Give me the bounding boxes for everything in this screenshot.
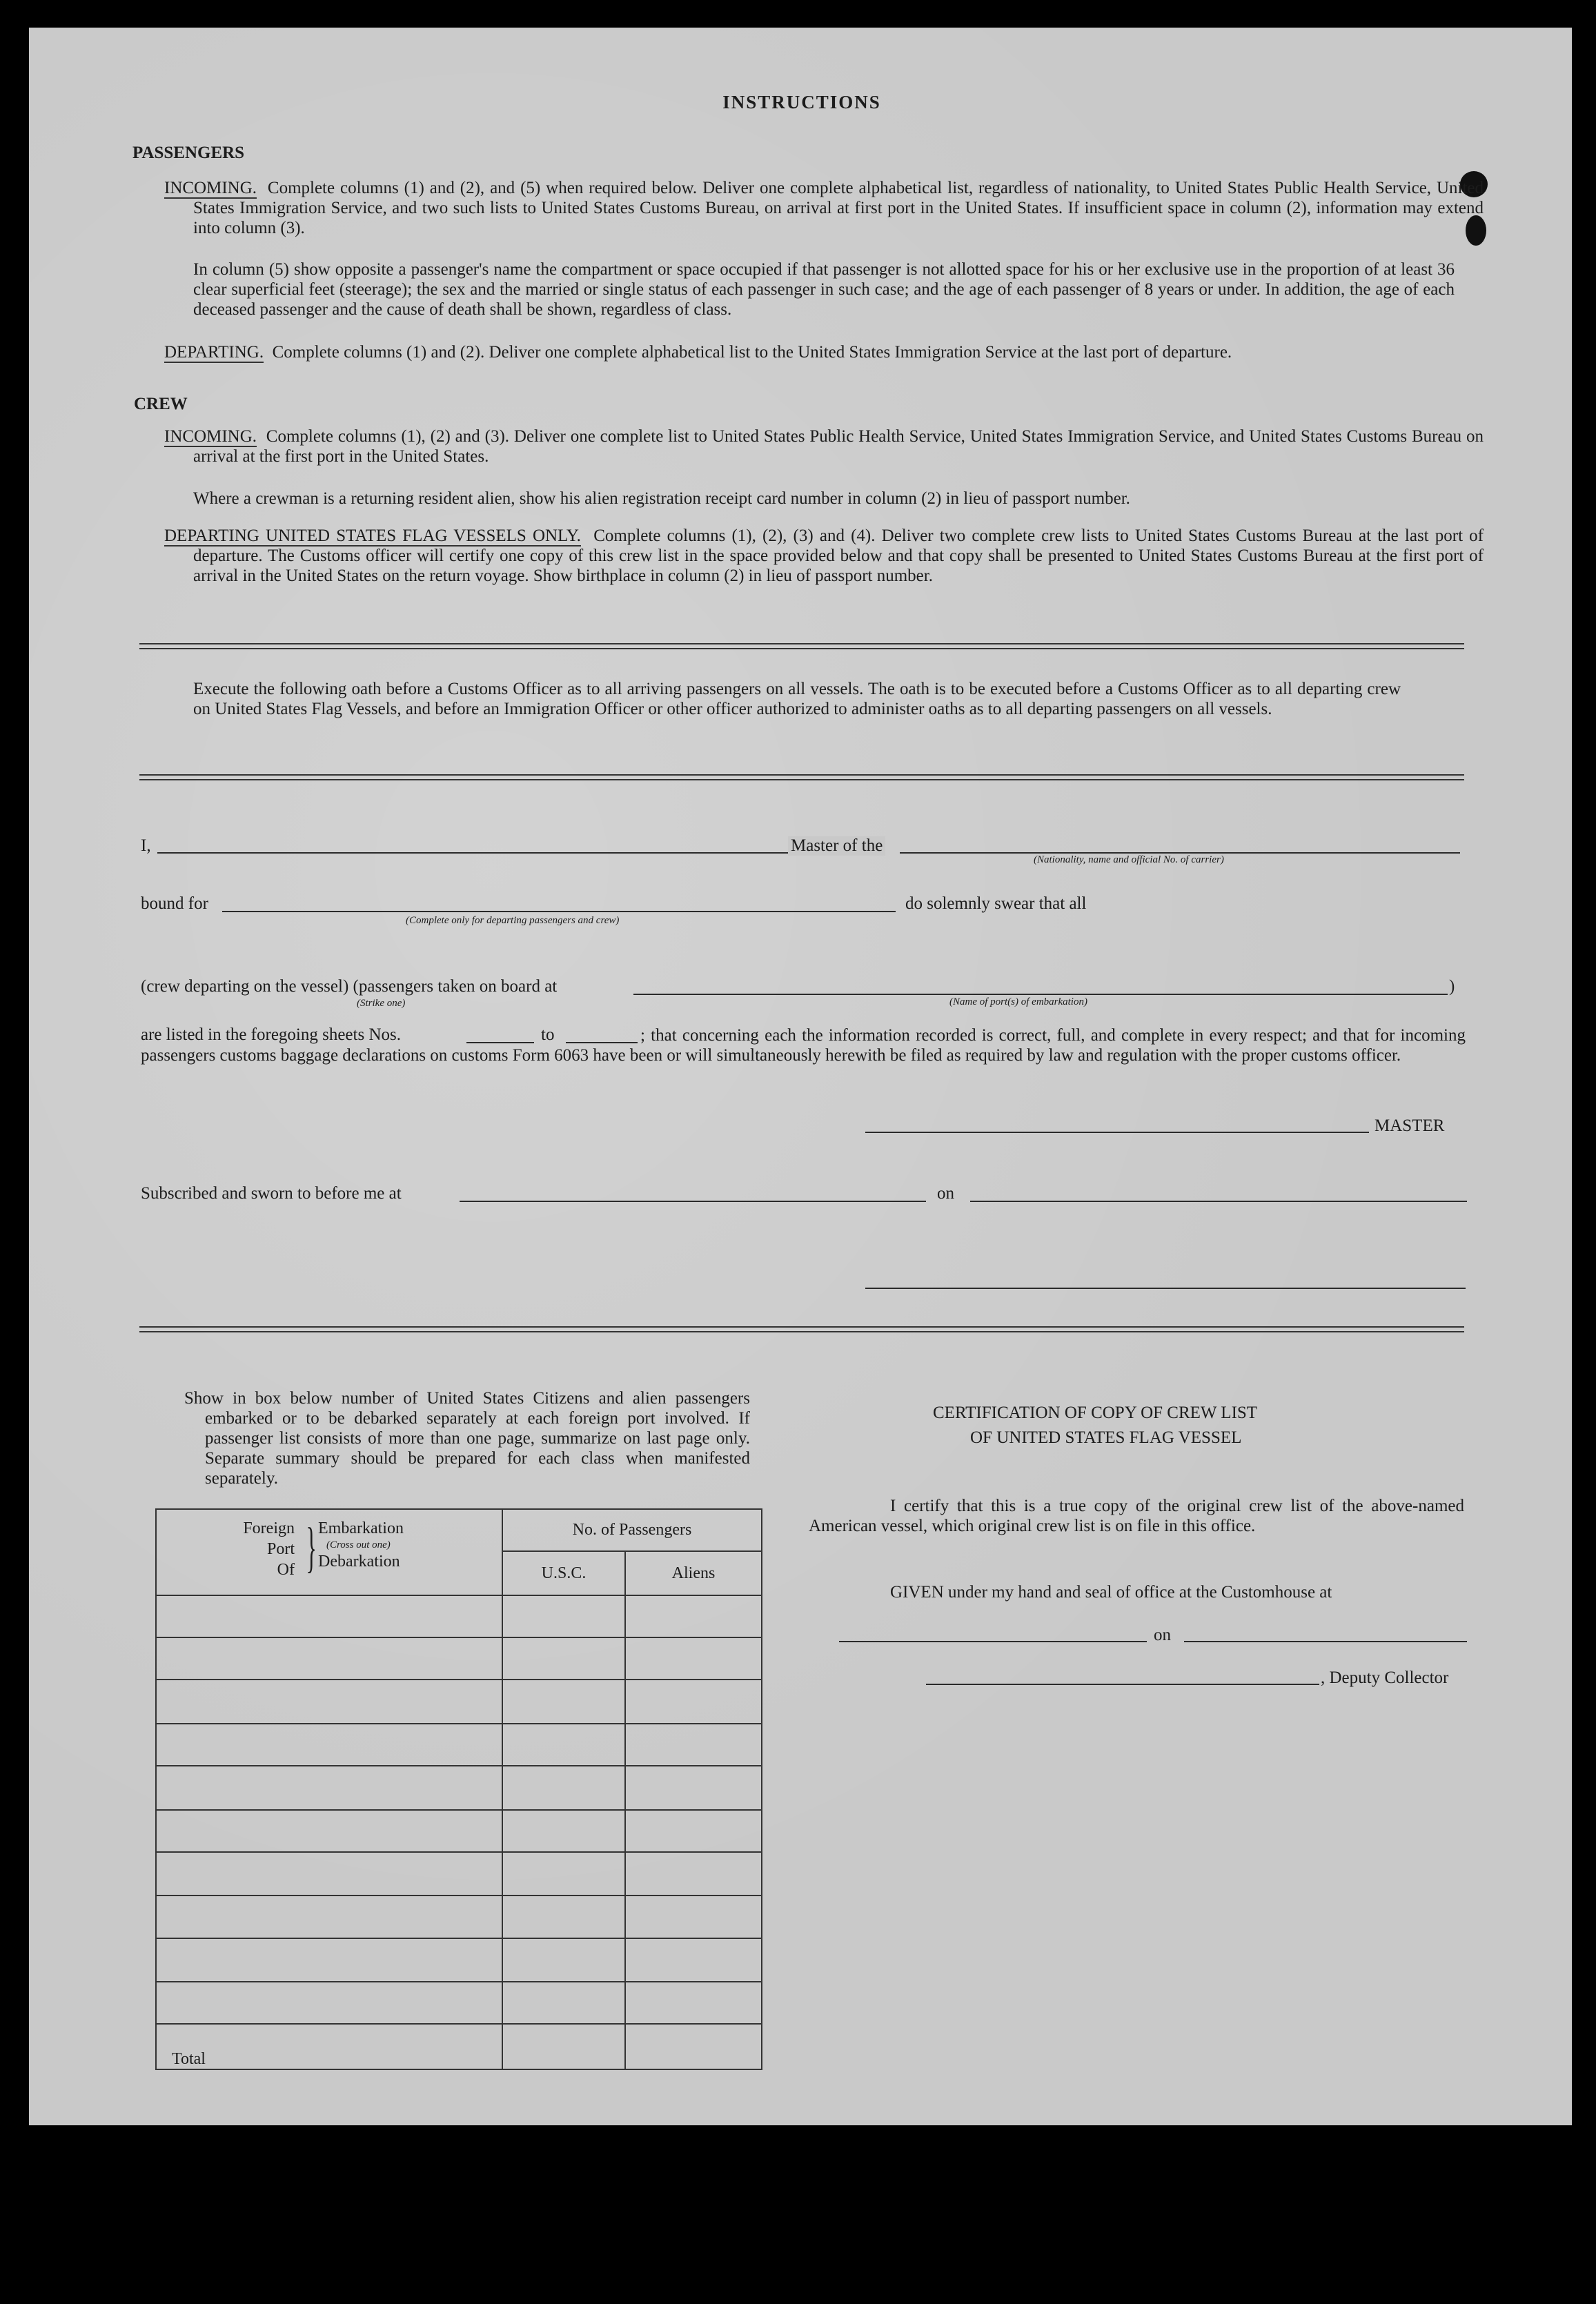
total-text: Total (172, 2050, 206, 2068)
crew-departing-label: (crew departing on the vessel) (passengers taken on board at (141, 977, 558, 996)
passengers-column5-paragraph: In column (5) show opposite a passenger's name the compartment or space occupied if that passenger is not allotted space for his or her exclusive use in the proportion of at least 36 clear superficial feet (steerage); the sex and the married or single status of each passenger in such case; and the age of each passenger of 8 years or under. In addition, the age of each deceased passenger and the cause of death shall be shown, regardless of class. (193, 260, 1455, 319)
crew-alien-paragraph: Where a crewman is a returning resident alien, show his alien registration receipt card number in column (2) in lieu of passport number. (193, 489, 1130, 508)
master-label: MASTER (1375, 1116, 1445, 1135)
bound-for-label: bound for (141, 894, 208, 913)
col-aliens: Aliens (625, 1551, 762, 1595)
table-cell[interactable] (502, 1810, 625, 1852)
crew-incoming-paragraph (164, 426, 1484, 466)
section-divider (139, 643, 1464, 649)
brace: } (306, 1517, 317, 1578)
table-cell[interactable] (625, 1637, 762, 1680)
given-label: GIVEN under my hand and seal of office at the Customhouse at (890, 1583, 1332, 1602)
crew-departing-label: DEPARTING UNITED STATES FLAG VESSELS ONLY. (164, 526, 581, 545)
col-debarkation: Debarkation (318, 1553, 400, 1571)
total-usc-cell[interactable] (502, 2024, 625, 2069)
passenger-summary-table (155, 1508, 762, 2070)
table-cell[interactable] (625, 1852, 762, 1896)
table-cell[interactable] (625, 1982, 762, 2024)
concerning-text: ; that concerning each the information recorded is correct, full, and complete in every respect; and that for incoming passengers customs baggage declarations on customs Form 6063 have been or will simultaneously herewith be filed as required by law and regulation with the proper customs officer. (141, 1026, 1466, 1065)
close-paren: ) (1449, 977, 1455, 996)
to-label: to (541, 1025, 555, 1044)
table-cell[interactable] (625, 1595, 762, 1637)
sworn-at-field[interactable] (460, 1201, 926, 1202)
port-caption: (Name of port(s) of embarkation) (949, 996, 1087, 1007)
passengers-departing-label: DEPARTING. (164, 343, 264, 362)
certification-on-label: on (1154, 1626, 1171, 1644)
crew-departing-paragraph (164, 526, 1484, 586)
oath-i-label: I, (141, 836, 151, 855)
col-cross-out: (Cross out one) (326, 1539, 391, 1550)
passengers-incoming-label: INCOMING. (164, 179, 257, 197)
carrier-field[interactable] (900, 852, 1460, 854)
col-port: Port (266, 1540, 295, 1558)
table-cell[interactable] (156, 1896, 502, 1938)
table-cell[interactable] (156, 1982, 502, 2024)
table-cell[interactable] (625, 1680, 762, 1723)
sworn-on-field[interactable] (970, 1201, 1467, 1202)
strike-one-caption: (Strike one) (357, 998, 406, 1009)
certification-on-field[interactable] (1184, 1641, 1467, 1642)
crew-incoming-text: Complete columns (1), (2) and (3). Deliver one complete list to United States Public Health Service, United States Immigration Service, and United States Customs Bureau on arrival at the first port in the United States. (193, 427, 1484, 466)
table-cell[interactable] (156, 1724, 502, 1766)
certify-paragraph: I certify that this is a true copy of the original crew list of the above-named American vessel, which original crew list is on file in this office. (809, 1497, 1464, 1535)
oath-intro-paragraph: Execute the following oath before a Customs Officer as to all arriving passengers on all vessels. The oath is to be executed before a Customs Officer as to all departing crew on United States Flag Vessels, and before an Immigration Officer or other officer authorized to administer oaths as to all departing passengers on all vessels. (193, 680, 1401, 718)
section-divider (139, 774, 1464, 780)
crew-heading: CREW (134, 395, 188, 413)
table-cell[interactable] (625, 1896, 762, 1938)
master-of-label: Master of the (788, 836, 885, 856)
carrier-caption: (Nationality, name and official No. of carrier) (1034, 854, 1224, 865)
table-cell[interactable] (625, 1938, 762, 1982)
summary-paragraph: Show in box below number of United States Citizens and alien passengers embarked or to be debarked separately at each foreign port involved. If passenger list consists of more than one page, summarize on last page only. Separate summary should be prepared for each class when manifested separately. (184, 1389, 750, 1488)
master-name-field[interactable] (157, 852, 811, 854)
table-cell[interactable] (156, 1595, 502, 1637)
total-aliens-cell[interactable] (625, 2024, 762, 2069)
table-cell[interactable] (625, 1766, 762, 1809)
table-cell[interactable] (502, 1680, 625, 1723)
certification-title-2: OF UNITED STATES FLAG VESSEL (970, 1428, 1242, 1447)
table-cell[interactable] (156, 1852, 502, 1896)
passengers-departing-paragraph (164, 342, 1455, 362)
table-cell[interactable] (502, 1595, 625, 1637)
sworn-on-label: on (937, 1184, 954, 1203)
table-cell[interactable] (156, 1680, 502, 1723)
deputy-signature-field[interactable] (926, 1684, 1319, 1685)
table-cell[interactable] (502, 1766, 625, 1809)
table-cell[interactable] (502, 1896, 625, 1938)
document-page (29, 28, 1572, 2125)
bound-for-field[interactable] (222, 911, 896, 912)
table-cell[interactable] (502, 1637, 625, 1680)
col-of: Of (277, 1561, 295, 1579)
table-cell[interactable] (156, 1938, 502, 1982)
bound-for-caption: (Complete only for departing passengers and crew) (406, 915, 620, 926)
table-cell[interactable] (156, 1637, 502, 1680)
section-divider (139, 1326, 1464, 1332)
listed-label: are listed in the foregoing sheets Nos. (141, 1025, 401, 1044)
table-cell[interactable] (156, 1766, 502, 1809)
table-cell[interactable] (156, 1810, 502, 1852)
table-cell[interactable] (502, 1982, 625, 2024)
total-label (156, 2024, 502, 2069)
col-foreign: Foreign (243, 1519, 295, 1537)
subscribed-label: Subscribed and sworn to before me at (141, 1184, 402, 1203)
certification-title-1: CERTIFICATION OF COPY OF CREW LIST (933, 1404, 1258, 1422)
port-embarkation-field[interactable] (633, 994, 1448, 995)
deputy-collector-label: , Deputy Collector (1321, 1668, 1449, 1687)
master-signature-field[interactable] (865, 1132, 1369, 1133)
passengers-incoming-text: Complete columns (1) and (2), and (5) when required below. Deliver one complete alphabetical list, regardless of nationality, to United States Public Health Service, United States Immigration Service, and two such lists to United States Customs Bureau, on arrival at first port in the United States. If insufficient space in column (2), information may extend into column (3). (193, 179, 1484, 237)
table-cell[interactable] (625, 1724, 762, 1766)
passengers-departing-text: Complete columns (1) and (2). Deliver one complete alphabetical list to the United States Immigration Service at the last port of departure. (272, 343, 1232, 362)
col-usc: U.S.C. (502, 1551, 625, 1595)
crew-incoming-label: INCOMING. (164, 427, 257, 446)
col-no-passengers: No. of Passengers (502, 1509, 762, 1551)
table-cell[interactable] (502, 1852, 625, 1896)
customhouse-field[interactable] (839, 1641, 1147, 1642)
page-title: INSTRUCTIONS (722, 92, 881, 112)
table-cell[interactable] (502, 1724, 625, 1766)
concerning-paragraph (141, 1025, 1466, 1065)
table-cell[interactable] (625, 1810, 762, 1852)
table-cell[interactable] (502, 1938, 625, 1982)
col-embarkation: Embarkation (318, 1519, 404, 1537)
passengers-heading: PASSENGERS (132, 144, 245, 162)
passengers-incoming-paragraph (164, 178, 1484, 238)
officer-signature-field[interactable] (865, 1288, 1466, 1289)
crew-departing-text: Complete columns (1), (2), (3) and (4). Deliver two complete crew lists to United States Customs Bureau at the last port of departure. The Customs officer will certify one copy of this crew list in the space provided below and that copy shall be presented to United States Customs Bureau at the first port of arrival in the United States on the return voyage. Show birthplace in column (2) in lieu of passport number. (193, 526, 1484, 585)
swear-label: do solemnly swear that all (905, 894, 1087, 913)
